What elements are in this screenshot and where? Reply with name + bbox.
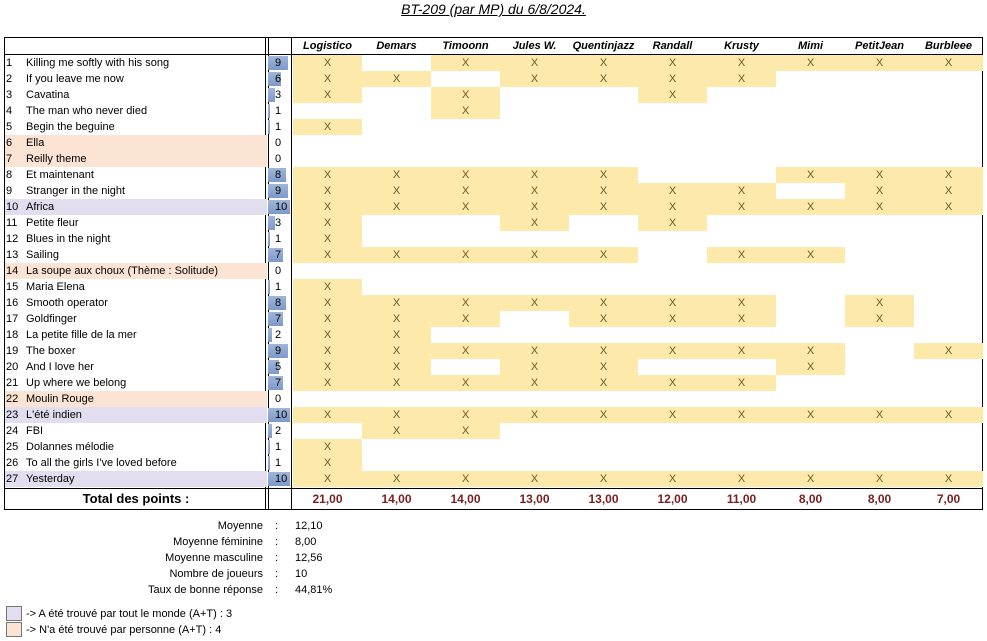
- song-number: 3: [6, 89, 13, 101]
- player-total: 14,00: [381, 492, 412, 506]
- found-mark: X: [431, 247, 500, 263]
- found-count: 0: [275, 153, 282, 165]
- found-mark: X: [362, 471, 431, 487]
- player-header: Demars: [376, 40, 417, 52]
- count-bar: [268, 456, 270, 470]
- song-title: Goldfinger: [26, 313, 77, 325]
- song-title: If you leave me now: [26, 73, 124, 85]
- found-mark: X: [707, 343, 776, 359]
- song-title: Et maintenant: [26, 169, 94, 181]
- found-count: 7: [275, 249, 282, 261]
- song-title: The man who never died: [26, 105, 148, 117]
- found-mark: X: [914, 55, 983, 71]
- found-mark: X: [569, 407, 638, 423]
- song-title: Smooth operator: [26, 297, 108, 309]
- found-mark: X: [362, 327, 431, 343]
- found-mark: X: [362, 247, 431, 263]
- found-mark: X: [776, 359, 845, 375]
- song-number: 24: [6, 425, 19, 437]
- found-mark: X: [431, 103, 500, 119]
- found-mark: X: [500, 199, 569, 215]
- song-number: 18: [6, 329, 19, 341]
- found-mark: X: [569, 375, 638, 391]
- song-number: 14: [6, 265, 19, 277]
- player-header: Quentinjazz: [572, 40, 635, 52]
- player-total: 14,00: [450, 492, 481, 506]
- found-count: 0: [275, 393, 282, 405]
- player-total: 7,00: [936, 492, 961, 506]
- found-mark: X: [293, 55, 362, 71]
- found-mark: X: [776, 55, 845, 71]
- found-mark: X: [362, 343, 431, 359]
- found-mark: X: [569, 343, 638, 359]
- found-mark: X: [845, 199, 914, 215]
- player-header: Krusty: [724, 40, 759, 52]
- player-header: PetitJean: [855, 40, 904, 52]
- found-mark: X: [707, 71, 776, 87]
- found-mark: X: [638, 311, 707, 327]
- stat-colon: :: [275, 568, 279, 580]
- found-count: 1: [275, 281, 282, 293]
- found-mark: X: [707, 407, 776, 423]
- song-title: To all the girls I've loved before: [26, 457, 177, 469]
- found-mark: X: [845, 55, 914, 71]
- found-mark: X: [500, 183, 569, 199]
- found-mark: X: [569, 311, 638, 327]
- stat-label: Moyenne: [217, 520, 263, 532]
- found-mark: X: [638, 343, 707, 359]
- count-bar: [268, 120, 270, 134]
- found-mark: X: [362, 167, 431, 183]
- count-bar: [268, 424, 272, 438]
- found-mark: X: [776, 247, 845, 263]
- found-mark: X: [776, 471, 845, 487]
- found-mark: X: [638, 471, 707, 487]
- song-number: 7: [6, 153, 13, 165]
- stat-value: 12,10: [295, 520, 323, 532]
- found-mark: X: [293, 343, 362, 359]
- found-mark: X: [500, 167, 569, 183]
- stat-colon: :: [275, 536, 279, 548]
- player-header: Mimi: [797, 40, 824, 52]
- found-count: 3: [275, 89, 282, 101]
- found-mark: X: [569, 71, 638, 87]
- found-mark: X: [362, 359, 431, 375]
- player-header: Logistico: [303, 40, 352, 52]
- song-title: Yesterday: [26, 473, 75, 485]
- found-mark: X: [638, 407, 707, 423]
- song-number: 21: [6, 377, 19, 389]
- song-title: Blues in the night: [26, 233, 111, 245]
- player-header: Burbleee: [924, 40, 973, 52]
- found-mark: X: [293, 247, 362, 263]
- found-mark: X: [914, 167, 983, 183]
- legend-text: -> N'a été trouvé par personne (A+T) : 4: [26, 624, 222, 636]
- found-mark: X: [362, 375, 431, 391]
- found-mark: X: [362, 295, 431, 311]
- song-title: Up where we belong: [26, 377, 127, 389]
- song-title: Maria Elena: [26, 281, 85, 293]
- count-bar: [268, 232, 270, 246]
- found-count: 8: [275, 169, 282, 181]
- header-top-line: [4, 37, 983, 38]
- total-top-line: [4, 488, 983, 489]
- found-count: 8: [275, 297, 282, 309]
- found-mark: X: [500, 471, 569, 487]
- song-number: 12: [6, 233, 19, 245]
- stat-colon: :: [275, 584, 279, 596]
- found-mark: X: [293, 311, 362, 327]
- found-mark: X: [293, 199, 362, 215]
- found-mark: X: [707, 471, 776, 487]
- song-title: The boxer: [26, 345, 76, 357]
- found-mark: X: [776, 407, 845, 423]
- found-mark: X: [293, 119, 362, 135]
- found-count: 1: [275, 457, 282, 469]
- found-mark: X: [569, 471, 638, 487]
- found-mark: X: [293, 407, 362, 423]
- stat-value: 8,00: [295, 536, 317, 548]
- player-total: 13,00: [519, 492, 550, 506]
- song-number: 26: [6, 457, 19, 469]
- found-mark: X: [569, 183, 638, 199]
- song-title: Stranger in the night: [26, 185, 126, 197]
- song-title: Begin the beguine: [26, 121, 115, 133]
- song-number: 16: [6, 297, 19, 309]
- found-mark: X: [362, 183, 431, 199]
- found-mark: X: [638, 199, 707, 215]
- found-mark: X: [569, 167, 638, 183]
- song-number: 5: [6, 121, 13, 133]
- song-title: FBI: [26, 425, 44, 437]
- found-mark: X: [500, 295, 569, 311]
- found-count: 7: [275, 313, 282, 325]
- found-mark: X: [431, 167, 500, 183]
- player-header: Jules W.: [512, 40, 557, 52]
- legend-swatch: [6, 606, 22, 621]
- found-mark: X: [293, 279, 362, 295]
- song-title: La petite fille de la mer: [26, 329, 137, 341]
- found-mark: X: [638, 215, 707, 231]
- found-mark: X: [293, 71, 362, 87]
- found-mark: X: [707, 375, 776, 391]
- found-mark: X: [293, 295, 362, 311]
- stat-value: 10: [295, 568, 308, 580]
- found-mark: X: [293, 215, 362, 231]
- found-count: 1: [275, 105, 282, 117]
- song-title: Africa: [26, 201, 55, 213]
- found-mark: X: [707, 295, 776, 311]
- found-count: 9: [275, 345, 282, 357]
- found-mark: X: [431, 55, 500, 71]
- song-number: 8: [6, 169, 13, 181]
- legend-text: -> A été trouvé par tout le monde (A+T) : 3: [26, 608, 233, 620]
- found-mark: X: [362, 311, 431, 327]
- found-mark: X: [431, 199, 500, 215]
- found-mark: X: [362, 71, 431, 87]
- song-title: Ella: [26, 137, 45, 149]
- found-mark: X: [500, 375, 569, 391]
- song-number: 6: [6, 137, 13, 149]
- found-mark: X: [845, 311, 914, 327]
- found-mark: X: [845, 295, 914, 311]
- found-mark: X: [638, 87, 707, 103]
- player-total: 11,00: [726, 492, 757, 506]
- found-mark: X: [914, 183, 983, 199]
- stat-label: Taux de bonne réponse: [148, 584, 263, 596]
- found-mark: X: [293, 455, 362, 471]
- song-number: 22: [6, 393, 19, 405]
- stat-label: Moyenne masculine: [165, 552, 263, 564]
- stat-value: 44,81%: [295, 584, 333, 596]
- stat-value: 12,56: [295, 552, 323, 564]
- total-label: Total des points :: [82, 491, 190, 506]
- found-count: 0: [275, 265, 282, 277]
- found-count: 1: [275, 441, 282, 453]
- found-count: 5: [275, 361, 282, 373]
- stat-colon: :: [275, 520, 279, 532]
- song-number: 15: [6, 281, 19, 293]
- song-number: 20: [6, 361, 19, 373]
- found-mark: X: [569, 199, 638, 215]
- found-mark: X: [431, 343, 500, 359]
- found-mark: X: [569, 359, 638, 375]
- song-title: Cavatina: [26, 89, 70, 101]
- song-number: 1: [6, 57, 13, 69]
- found-mark: X: [638, 183, 707, 199]
- player-total: 8,00: [798, 492, 823, 506]
- found-count: 6: [275, 73, 282, 85]
- stat-label: Moyenne féminine: [173, 536, 263, 548]
- found-count: 1: [275, 233, 282, 245]
- player-total: 13,00: [588, 492, 619, 506]
- found-count: 10: [275, 409, 288, 421]
- found-mark: X: [638, 55, 707, 71]
- found-mark: X: [362, 407, 431, 423]
- song-title: Reilly theme: [26, 153, 87, 165]
- count-bar: [268, 440, 270, 454]
- found-mark: X: [776, 199, 845, 215]
- song-number: 13: [6, 249, 19, 261]
- stat-colon: :: [275, 552, 279, 564]
- song-number: 19: [6, 345, 19, 357]
- found-count: 10: [275, 201, 288, 213]
- found-mark: X: [431, 407, 500, 423]
- found-count: 9: [275, 57, 282, 69]
- found-mark: X: [638, 71, 707, 87]
- found-mark: X: [569, 247, 638, 263]
- player-total: 12,00: [657, 492, 688, 506]
- count-bar: [268, 216, 275, 230]
- song-number: 2: [6, 73, 13, 85]
- page-title: BT-209 (par MP) du 6/8/2024.: [401, 1, 586, 17]
- found-mark: X: [293, 375, 362, 391]
- found-mark: X: [293, 183, 362, 199]
- found-mark: X: [914, 343, 983, 359]
- found-mark: X: [707, 311, 776, 327]
- found-mark: X: [431, 311, 500, 327]
- song-number: 23: [6, 409, 19, 421]
- song-title: Killing me softly with his song: [26, 57, 170, 69]
- song-number: 17: [6, 313, 19, 325]
- found-mark: X: [500, 71, 569, 87]
- player-total: 21,00: [312, 492, 343, 506]
- found-mark: X: [431, 295, 500, 311]
- count-bar: [268, 88, 275, 102]
- found-count: 9: [275, 185, 282, 197]
- found-mark: X: [500, 247, 569, 263]
- found-count: 2: [275, 329, 282, 341]
- found-mark: X: [293, 167, 362, 183]
- found-count: 1: [275, 121, 282, 133]
- found-mark: X: [500, 359, 569, 375]
- count-bar: [268, 328, 272, 342]
- song-title: Sailing: [26, 249, 60, 261]
- found-mark: X: [431, 375, 500, 391]
- found-mark: X: [638, 375, 707, 391]
- found-count: 7: [275, 377, 282, 389]
- legend-swatch: [6, 622, 22, 637]
- found-mark: X: [431, 423, 500, 439]
- found-mark: X: [500, 407, 569, 423]
- found-mark: X: [293, 87, 362, 103]
- found-mark: X: [500, 343, 569, 359]
- found-mark: X: [914, 407, 983, 423]
- song-title: And I love her: [26, 361, 94, 373]
- song-number: 11: [6, 217, 18, 229]
- found-mark: X: [638, 295, 707, 311]
- found-mark: X: [776, 167, 845, 183]
- found-mark: X: [569, 55, 638, 71]
- found-mark: X: [914, 199, 983, 215]
- song-title: Dolannes mélodie: [26, 441, 115, 453]
- song-number: 10: [6, 201, 19, 213]
- song-title: Petite fleur: [26, 217, 79, 229]
- player-header: Timoonn: [442, 40, 489, 52]
- found-mark: X: [707, 183, 776, 199]
- found-mark: X: [431, 471, 500, 487]
- player-header: Randall: [652, 40, 693, 52]
- found-mark: X: [845, 407, 914, 423]
- stat-label: Nombre de joueurs: [169, 568, 263, 580]
- found-mark: X: [707, 199, 776, 215]
- found-count: 0: [275, 137, 282, 149]
- found-mark: X: [845, 471, 914, 487]
- found-mark: X: [707, 247, 776, 263]
- found-mark: X: [845, 183, 914, 199]
- found-mark: X: [293, 327, 362, 343]
- found-count: 3: [275, 217, 282, 229]
- song-number: 4: [6, 105, 13, 117]
- count-bar: [268, 104, 270, 118]
- player-total: 8,00: [867, 492, 892, 506]
- found-mark: X: [776, 343, 845, 359]
- song-number: 9: [6, 185, 13, 197]
- found-mark: X: [362, 423, 431, 439]
- found-mark: X: [293, 231, 362, 247]
- song-number: 27: [6, 473, 19, 485]
- found-mark: X: [500, 215, 569, 231]
- found-mark: X: [845, 167, 914, 183]
- found-mark: X: [293, 359, 362, 375]
- found-count: 10: [275, 473, 288, 485]
- song-title: La soupe aux choux (Thème : Solitude): [26, 265, 219, 277]
- found-mark: X: [362, 199, 431, 215]
- found-mark: X: [431, 87, 500, 103]
- song-number: 25: [6, 441, 19, 453]
- found-mark: X: [431, 183, 500, 199]
- count-bar: [268, 280, 270, 294]
- found-mark: X: [293, 471, 362, 487]
- song-title: L'été indien: [26, 409, 82, 421]
- found-mark: X: [500, 55, 569, 71]
- song-title: Moulin Rouge: [26, 393, 94, 405]
- found-count: 2: [275, 425, 282, 437]
- found-mark: X: [914, 471, 983, 487]
- found-mark: X: [569, 295, 638, 311]
- found-mark: X: [707, 55, 776, 71]
- found-mark: X: [293, 439, 362, 455]
